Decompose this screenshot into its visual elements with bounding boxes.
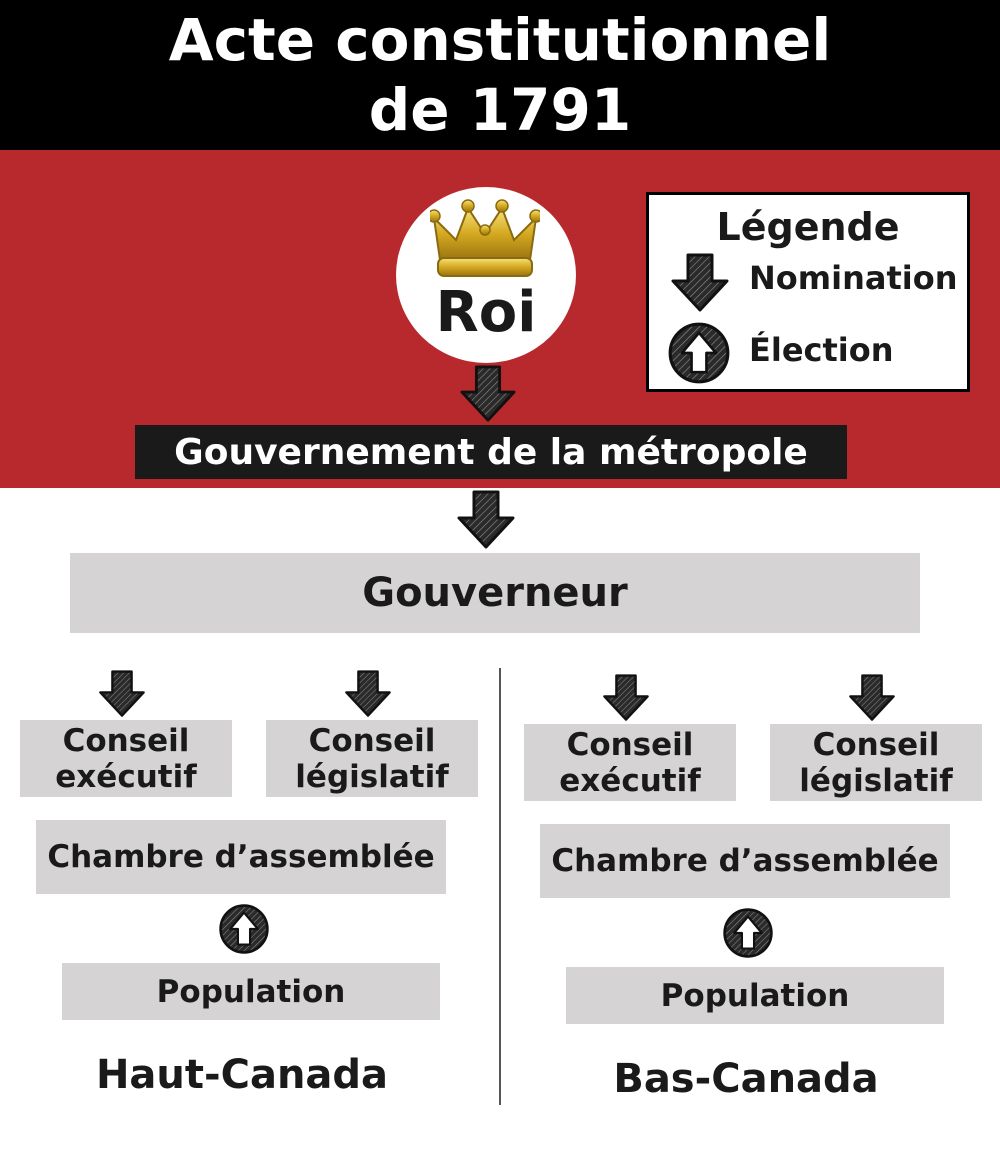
assembly-bas-canada: Chambre d’assemblée xyxy=(540,824,950,898)
arrow-down-icon xyxy=(599,674,653,722)
arrow-down-icon xyxy=(95,670,149,718)
circle-arrow-up-icon xyxy=(667,321,731,385)
region-label-haut-canada: Haut-Canada xyxy=(95,1052,389,1098)
council-label-line: législatif xyxy=(295,758,449,795)
executive-council-haut-canada xyxy=(20,720,232,797)
king-label: Roi xyxy=(435,280,537,345)
title-line-1: Acte constitutionnel xyxy=(168,6,832,74)
governor-box: Gouverneur xyxy=(70,553,920,633)
province-divider xyxy=(499,668,501,1105)
title-banner xyxy=(0,0,1000,150)
arrow-down-icon xyxy=(453,365,523,423)
executive-council-bas-canada xyxy=(524,724,736,801)
population-haut-canada: Population xyxy=(62,963,440,1020)
legislative-council-haut-canada xyxy=(266,720,478,797)
title-line-2: de 1791 xyxy=(368,76,632,144)
arrow-down-icon xyxy=(845,674,899,722)
assembly-haut-canada: Chambre d’assemblée xyxy=(36,820,446,894)
legend-title: Légende xyxy=(716,205,900,249)
population-bas-canada: Population xyxy=(566,967,944,1024)
arrow-down-icon xyxy=(341,670,395,718)
council-label-line: Conseil xyxy=(566,726,694,763)
council-label-line: législatif xyxy=(799,762,953,799)
arrow-down-icon xyxy=(450,490,522,550)
legend-election-label: Élection xyxy=(749,331,894,369)
crown-icon xyxy=(430,198,540,286)
legend-nomination-label: Nomination xyxy=(749,259,958,297)
council-label-line: exécutif xyxy=(55,758,197,795)
circle-arrow-up-icon xyxy=(722,907,774,959)
region-label-bas-canada: Bas-Canada xyxy=(613,1056,879,1102)
legend xyxy=(646,192,970,392)
council-label-line: Conseil xyxy=(308,722,436,759)
arrow-down-icon xyxy=(665,253,735,313)
circle-arrow-up-icon xyxy=(218,903,270,955)
legislative-council-bas-canada xyxy=(770,724,982,801)
council-label-line: exécutif xyxy=(559,762,701,799)
council-label-line: Conseil xyxy=(812,726,940,763)
council-label-line: Conseil xyxy=(62,722,190,759)
metropole-government: Gouvernement de la métropole xyxy=(135,425,847,479)
